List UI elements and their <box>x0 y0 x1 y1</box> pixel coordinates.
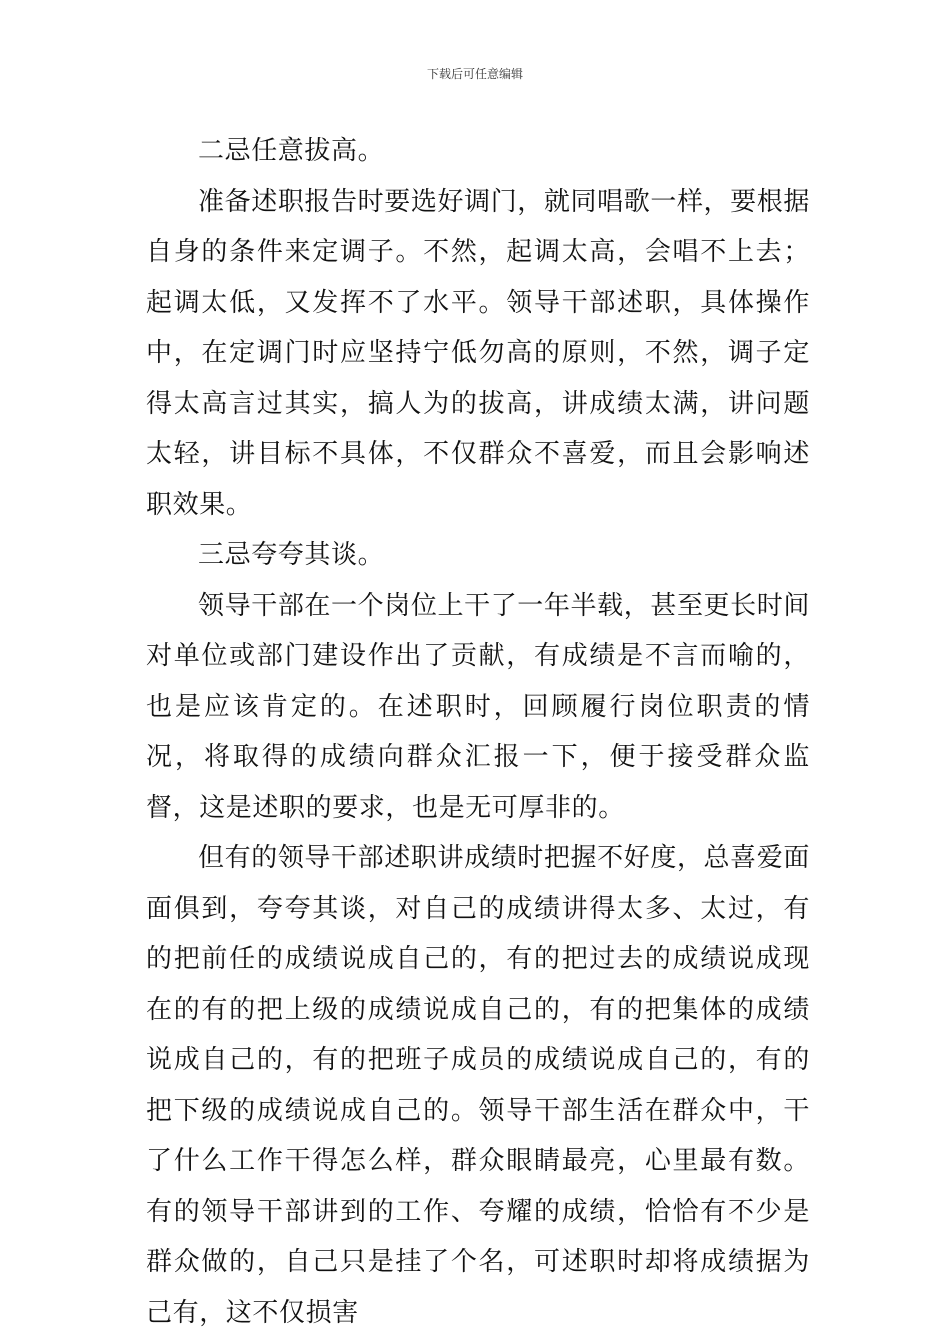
section-heading-3: 三忌夸夸其谈。 <box>198 540 385 570</box>
body-paragraph: 准备述职报告时要选好调门，就同唱歌一样，要根据自身的条件来定调子。不然，起调太高，会唱不上去；起调太低，又发挥不了水平。领导干部述职，具体操作中，在定调门时应坚持宁低勿高的原则，不然，调子定得太高言过其实，搞人为的拔高，讲成绩太满，讲问题太轻，讲目标不具体，不仅群众不喜爱，而且会影响述职效果。 <box>146 186 810 520</box>
page-header-note: 下载后可任意编辑 <box>426 67 523 81</box>
body-paragraph: 但有的领导干部述职讲成绩时把握不好度，总喜爱面面俱到，夸夸其谈，对自己的成绩讲得太多、太过，有的把前任的成绩说成自己的，有的把过去的成绩说成现在的有的把上级的成绩说成自己的，有的把集体的成绩说成自己的，有的把班子成员的成绩说成自己的，有的把下级的成绩说成自己的。领导干部生活在群众中，干了什么工作干得怎么样，群众眼睛最亮，心里最有数。有的领导干部讲到的工作、夸耀的成绩，恰恰有不少是群众做的，自己只是挂了个名，可述职时却将成绩据为己有，这不仅损害 <box>146 843 810 1328</box>
section-heading-2: 二忌任意拔高。 <box>198 136 385 166</box>
body-paragraph: 领导干部在一个岗位上干了一年半载，甚至更长时间对单位或部门建设作出了贡献，有成绩是不言而喻的，也是应该肯定的。在述职时，回顾履行岗位职责的情况，将取得的成绩向群众汇报一下，便于接受群众监督，这是述职的要求，也是无可厚非的。 <box>146 590 810 823</box>
document-body <box>146 126 810 1338</box>
